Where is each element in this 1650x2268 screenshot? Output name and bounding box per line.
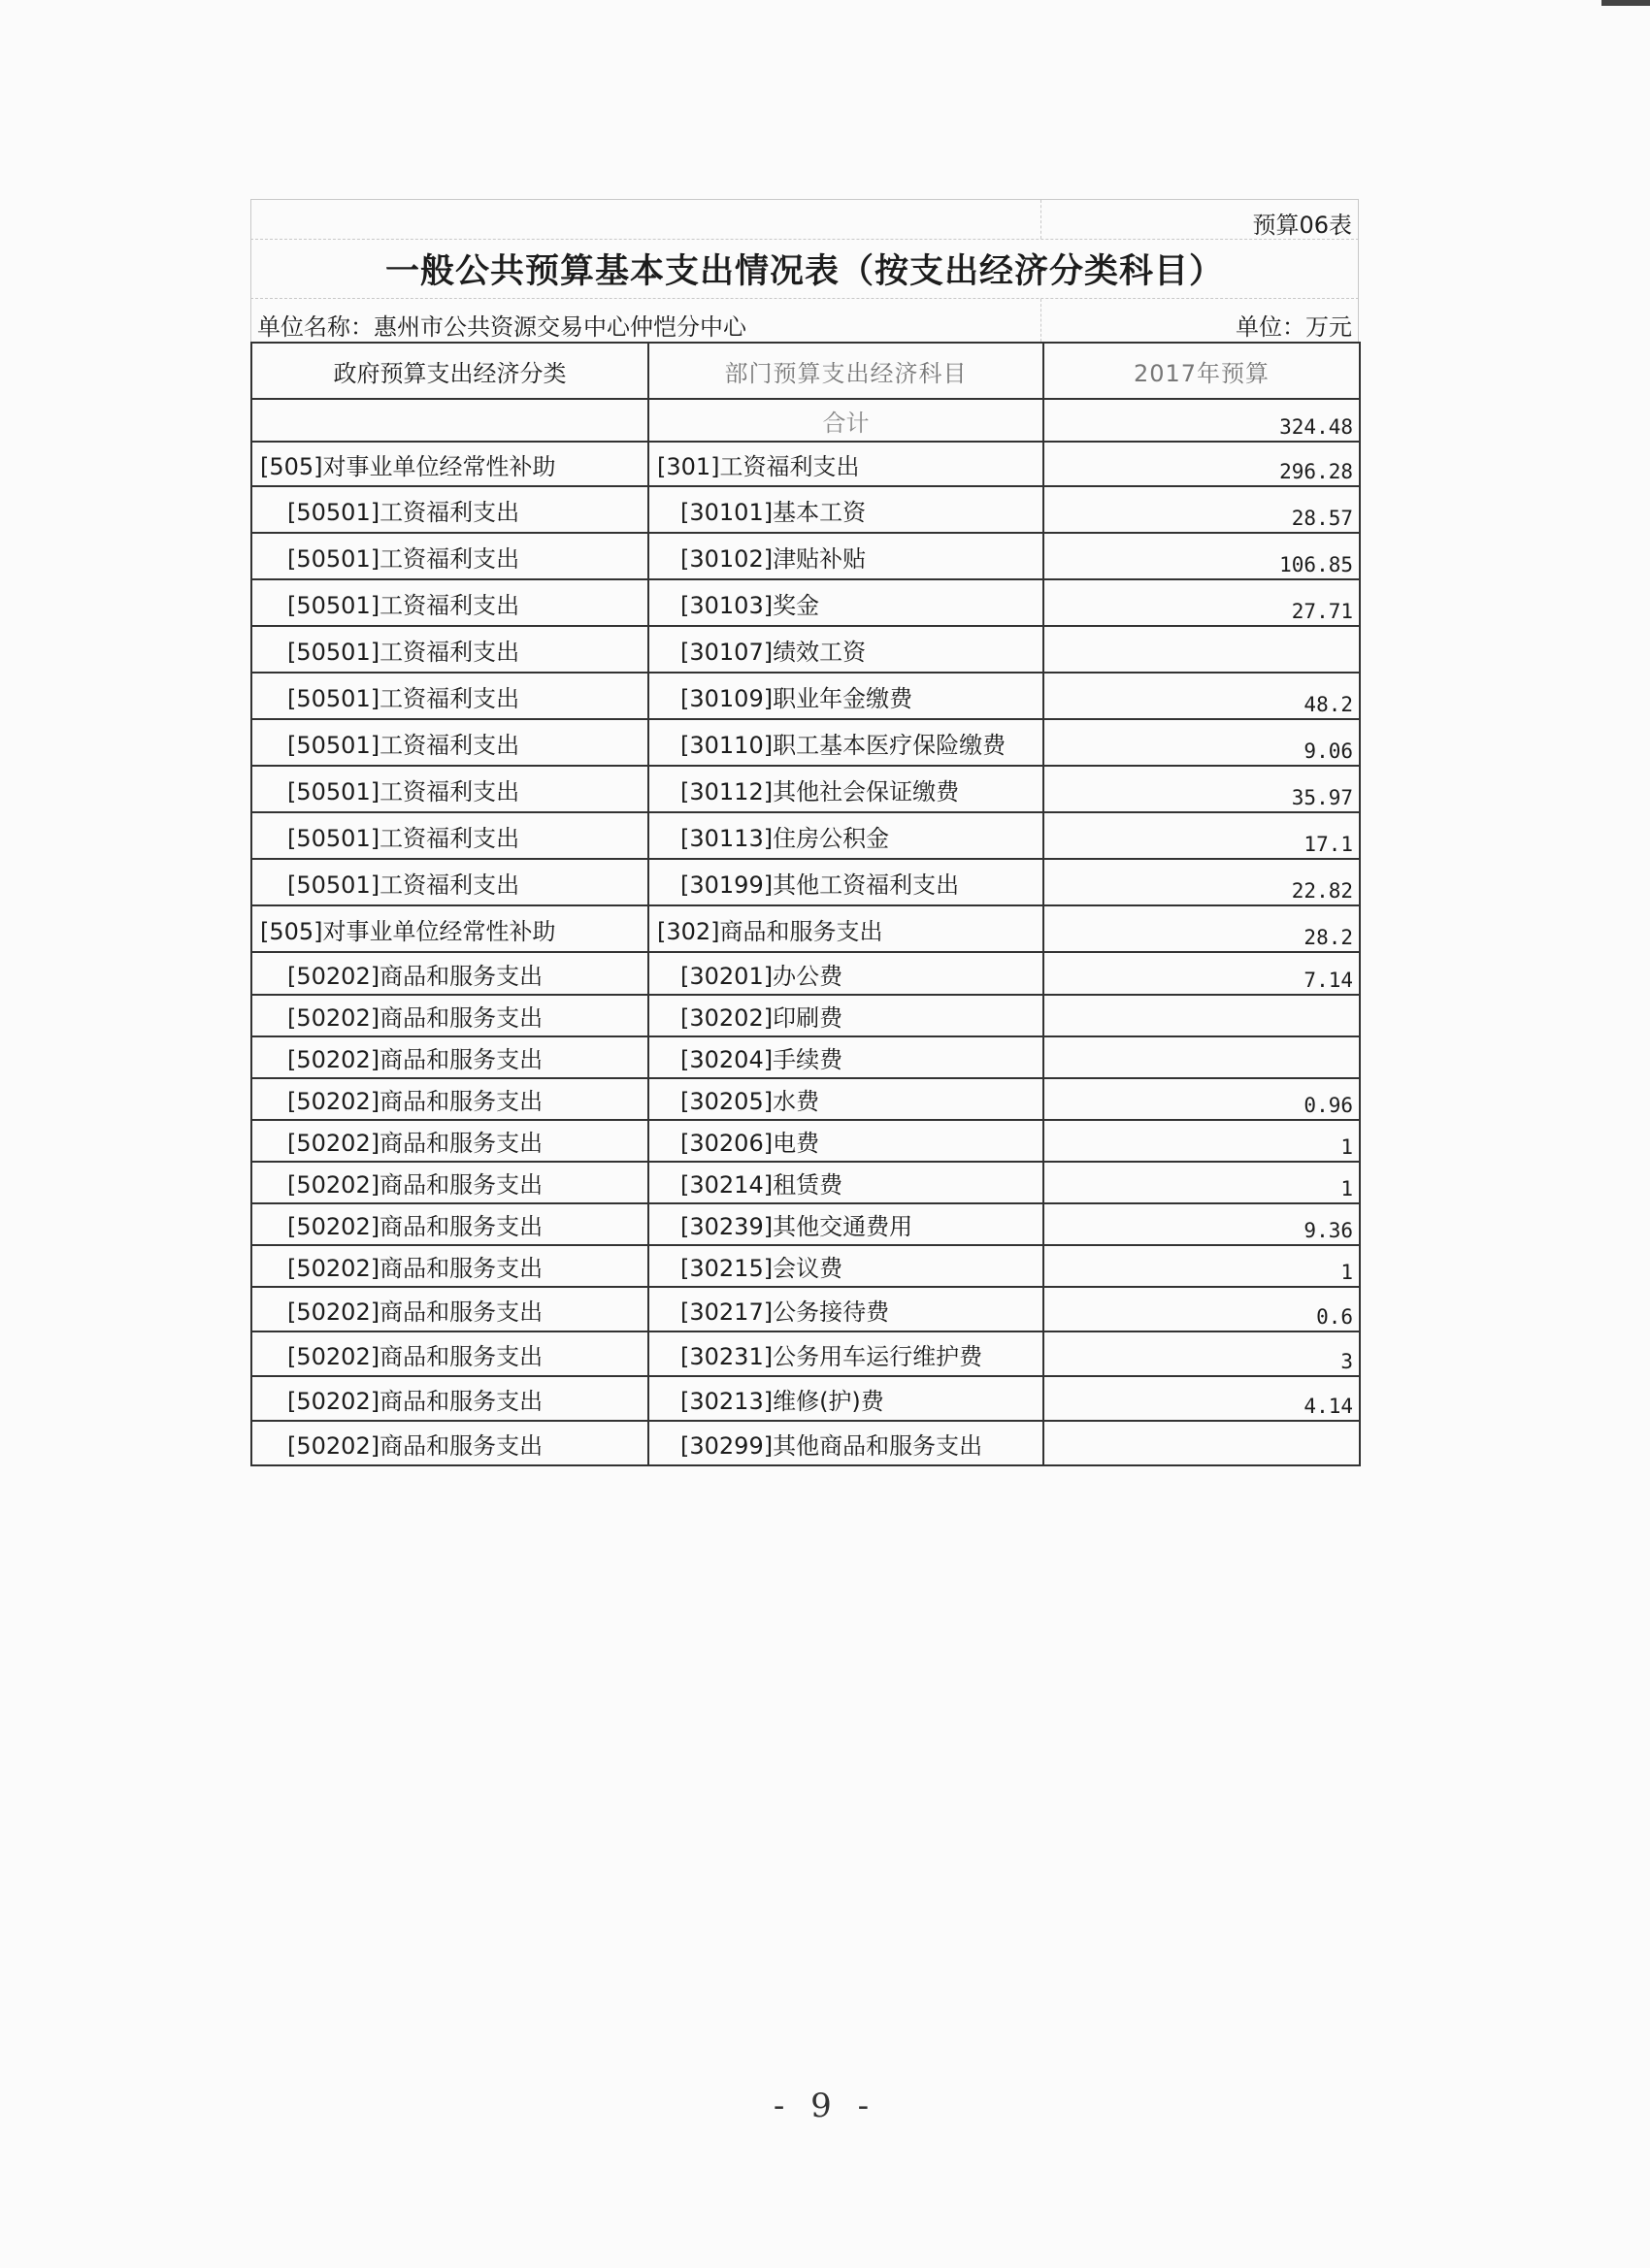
- table-row: [251, 1203, 1360, 1245]
- table-row: [251, 1078, 1360, 1120]
- table-row: [251, 626, 1360, 673]
- table-row: [251, 812, 1360, 859]
- gov-classification-cell: [50202]商品和服务支出: [251, 995, 648, 1036]
- budget-amount-cell: 0.6: [1043, 1287, 1360, 1331]
- gov-classification-cell: [50202]商品和服务支出: [251, 1162, 648, 1203]
- budget-amount-cell: 28.57: [1043, 486, 1360, 533]
- gov-classification-cell: [50202]商品和服务支出: [251, 1421, 648, 1465]
- gov-classification-cell: [50202]商品和服务支出: [251, 1331, 648, 1376]
- dept-subject-cell: [30102]津贴补贴: [648, 533, 1043, 579]
- budget-amount-cell: 17.1: [1043, 812, 1360, 859]
- table-row: [251, 579, 1360, 626]
- budget-amount-cell: 1: [1043, 1120, 1360, 1162]
- dept-subject-cell: [30109]职业年金缴费: [648, 673, 1043, 719]
- gov-classification-cell: [505]对事业单位经常性补助: [251, 442, 648, 486]
- gov-classification-cell: [50501]工资福利支出: [251, 579, 648, 626]
- gov-classification-cell: [50501]工资福利支出: [251, 673, 648, 719]
- total-empty-cell: [251, 399, 648, 442]
- dept-subject-cell: [30299]其他商品和服务支出: [648, 1421, 1043, 1465]
- dept-subject-cell: [30199]其他工资福利支出: [648, 859, 1043, 905]
- budget-table: [250, 342, 1361, 1466]
- dept-subject-cell: [302]商品和服务支出: [648, 905, 1043, 952]
- dept-subject-cell: [30107]绩效工资: [648, 626, 1043, 673]
- total-amount: 324.48: [1043, 399, 1360, 442]
- total-row: [251, 399, 1360, 442]
- dept-subject-cell: [30214]租赁费: [648, 1162, 1043, 1203]
- gov-classification-cell: [50501]工资福利支出: [251, 859, 648, 905]
- form-code: 预算06表: [1252, 212, 1352, 239]
- gov-classification-cell: [50202]商品和服务支出: [251, 1036, 648, 1078]
- table-row: [251, 952, 1360, 995]
- budget-amount-cell: 106.85: [1043, 533, 1360, 579]
- table-row: [251, 442, 1360, 486]
- dept-subject-cell: [30113]住房公积金: [648, 812, 1043, 859]
- budget-amount-cell: 9.06: [1043, 719, 1360, 766]
- dept-subject-cell: [30215]会议费: [648, 1245, 1043, 1287]
- gov-classification-cell: [50501]工资福利支出: [251, 719, 648, 766]
- dept-subject-cell: [30204]手续费: [648, 1036, 1043, 1078]
- dept-subject-cell: [30231]公务用车运行维护费: [648, 1331, 1043, 1376]
- table-row: [251, 766, 1360, 812]
- column-guide: [1040, 200, 1041, 239]
- budget-amount-cell: 296.28: [1043, 442, 1360, 486]
- table-row: [251, 1331, 1360, 1376]
- table-row: [251, 1376, 1360, 1421]
- unit-name: 单位名称：惠州市公共资源交易中心仲恺分中心: [257, 313, 746, 341]
- dept-subject-cell: [30205]水费: [648, 1078, 1043, 1120]
- table-row: [251, 673, 1360, 719]
- scan-edge-mark: [1601, 0, 1650, 6]
- table-row: [251, 995, 1360, 1036]
- title-row: [250, 239, 1359, 298]
- gov-classification-cell: [50501]工资福利支出: [251, 486, 648, 533]
- dept-subject-cell: [30239]其他交通费用: [648, 1203, 1043, 1245]
- budget-amount-cell: [1043, 1421, 1360, 1465]
- budget-amount-cell: 0.96: [1043, 1078, 1360, 1120]
- gov-classification-cell: [50501]工资福利支出: [251, 766, 648, 812]
- table-row: [251, 1162, 1360, 1203]
- column-guide: [1040, 299, 1041, 342]
- dept-subject-cell: [30213]维修(护)费: [648, 1376, 1043, 1421]
- budget-amount-cell: 7.14: [1043, 952, 1360, 995]
- budget-amount-cell: [1043, 1036, 1360, 1078]
- budget-amount-cell: 1: [1043, 1162, 1360, 1203]
- header-budget-2017: 2017年预算: [1043, 343, 1360, 399]
- table-row: [251, 1287, 1360, 1331]
- dept-subject-cell: [30110]职工基本医疗保险缴费: [648, 719, 1043, 766]
- budget-amount-cell: 22.82: [1043, 859, 1360, 905]
- gov-classification-cell: [50501]工资福利支出: [251, 533, 648, 579]
- table-header-row: [251, 343, 1360, 399]
- table-row: [251, 533, 1360, 579]
- dept-subject-cell: [30103]奖金: [648, 579, 1043, 626]
- table-row: [251, 1245, 1360, 1287]
- unit-label: 单位：万元: [1236, 313, 1352, 341]
- budget-amount-cell: 4.14: [1043, 1376, 1360, 1421]
- dept-subject-cell: [30101]基本工资: [648, 486, 1043, 533]
- gov-classification-cell: [50202]商品和服务支出: [251, 1120, 648, 1162]
- dept-subject-cell: [30206]电费: [648, 1120, 1043, 1162]
- table-row: [251, 1120, 1360, 1162]
- page-title: 一般公共预算基本支出情况表（按支出经济分类科目）: [384, 251, 1224, 291]
- page-number: - 9 -: [773, 2087, 877, 2125]
- budget-amount-cell: 9.36: [1043, 1203, 1360, 1245]
- gov-classification-cell: [50501]工资福利支出: [251, 626, 648, 673]
- dept-subject-cell: [30201]办公费: [648, 952, 1043, 995]
- budget-amount-cell: 48.2: [1043, 673, 1360, 719]
- unit-row: [250, 298, 1359, 342]
- budget-amount-cell: 3: [1043, 1331, 1360, 1376]
- form-code-row: [250, 199, 1359, 239]
- table-row: [251, 719, 1360, 766]
- dept-subject-cell: [30202]印刷费: [648, 995, 1043, 1036]
- gov-classification-cell: [50202]商品和服务支出: [251, 1078, 648, 1120]
- gov-classification-cell: [50202]商品和服务支出: [251, 1203, 648, 1245]
- table-row: [251, 905, 1360, 952]
- table-row: [251, 486, 1360, 533]
- gov-classification-cell: [505]对事业单位经常性补助: [251, 905, 648, 952]
- dept-subject-cell: [30217]公务接待费: [648, 1287, 1043, 1331]
- budget-sheet: [250, 199, 1359, 1466]
- gov-classification-cell: [50202]商品和服务支出: [251, 1287, 648, 1331]
- gov-classification-cell: [50501]工资福利支出: [251, 812, 648, 859]
- budget-amount-cell: [1043, 995, 1360, 1036]
- dept-subject-cell: [301]工资福利支出: [648, 442, 1043, 486]
- budget-amount-cell: 35.97: [1043, 766, 1360, 812]
- table-row: [251, 1036, 1360, 1078]
- table-row: [251, 1421, 1360, 1465]
- gov-classification-cell: [50202]商品和服务支出: [251, 952, 648, 995]
- total-label: 合计: [648, 399, 1043, 442]
- budget-amount-cell: 27.71: [1043, 579, 1360, 626]
- budget-amount-cell: 1: [1043, 1245, 1360, 1287]
- table-row: [251, 859, 1360, 905]
- budget-amount-cell: [1043, 626, 1360, 673]
- header-gov-classification: 政府预算支出经济分类: [251, 343, 648, 399]
- gov-classification-cell: [50202]商品和服务支出: [251, 1376, 648, 1421]
- header-dept-subject: 部门预算支出经济科目: [648, 343, 1043, 399]
- gov-classification-cell: [50202]商品和服务支出: [251, 1245, 648, 1287]
- dept-subject-cell: [30112]其他社会保证缴费: [648, 766, 1043, 812]
- budget-amount-cell: 28.2: [1043, 905, 1360, 952]
